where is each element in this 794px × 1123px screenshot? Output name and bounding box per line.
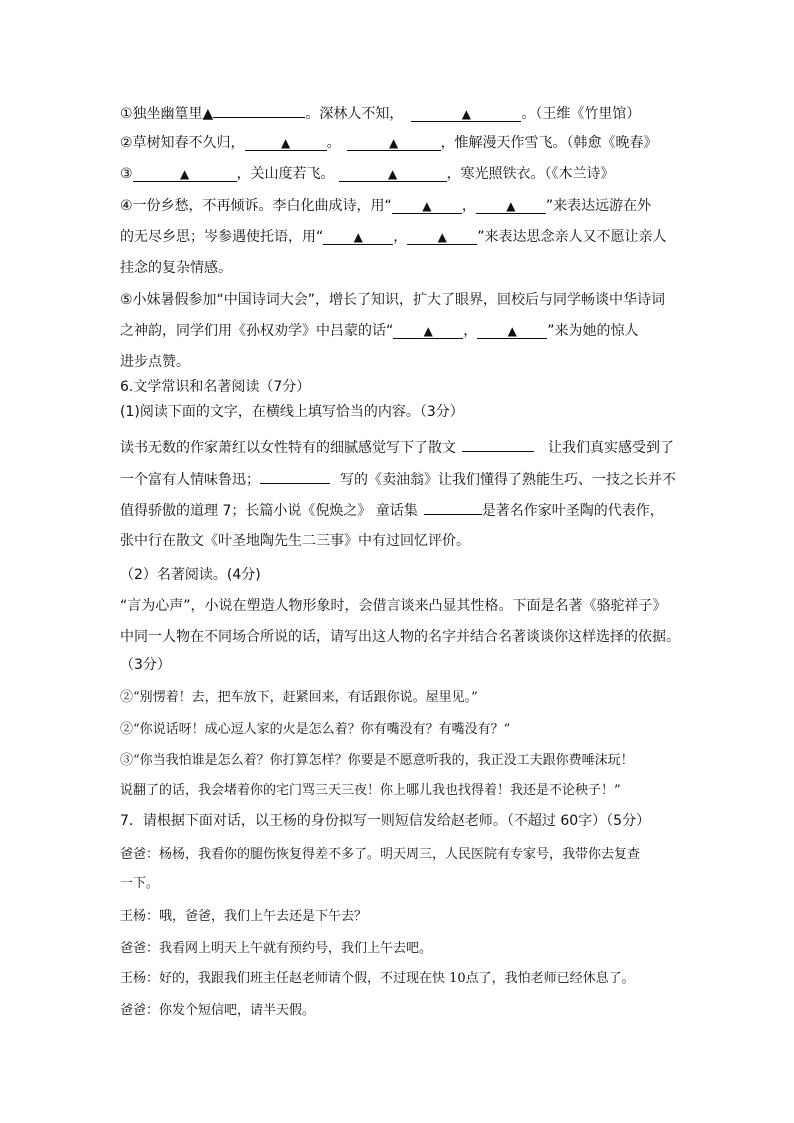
line-text: ②草树知春不久归， <box>120 135 245 151</box>
line-text: ”来表达思念亲人又不愿让亲人 <box>477 229 667 245</box>
q6-passage-line-2 <box>120 469 676 489</box>
q7-title: 7．请根据下面对话，以王杨的身份拟写一则短信发给赵老师。（不超过 60字）（5分） <box>120 813 651 829</box>
blank-marker: ▲ <box>506 199 516 213</box>
dialogue-line-3: 王杨：哦，爸爸，我们上午去还是下午去？ <box>120 909 368 924</box>
dialogue-line-2: 一下。 <box>120 876 160 891</box>
line-text: ”来为她的惊人 <box>547 323 639 339</box>
line-text: ”来表达远游在外 <box>545 198 652 214</box>
answer-blank[interactable] <box>260 469 330 484</box>
poem-line-5 <box>120 228 667 246</box>
blank-marker: ▲ <box>507 324 517 338</box>
answer-blank[interactable] <box>339 167 447 182</box>
answer-blank[interactable] <box>424 500 482 515</box>
dialogue-line-1: 爸爸：杨杨，我看你的腿伤恢复得差不多了。明天周三，人民医院有专家号，我带你去复查 <box>120 847 641 862</box>
line-text: ③ <box>120 166 133 182</box>
line-text: 读书无数的作家萧红以女性特有的细腻感觉写下了散文 <box>120 440 456 456</box>
line-text: 。深林人不知， <box>305 106 404 122</box>
answer-blank[interactable] <box>392 199 462 214</box>
poem-line-3 <box>120 165 615 183</box>
line-text: ， <box>463 323 478 339</box>
line-text: 的无尽乡思；岑参遇使托语，用“ <box>120 229 324 245</box>
line-text: ，寒光照铁衣。（《木兰诗》 <box>446 166 615 182</box>
q6-sub1: (1)阅读下面的文字，在横线上填写恰当的内容。（3分） <box>120 404 464 420</box>
line-text: ， <box>461 198 476 214</box>
line-text: ，关山度若飞。 <box>236 166 335 182</box>
dialogue-line-4: 爸爸：我看网上明天上午就有预约号，我们上午去吧。 <box>120 941 433 956</box>
poem-line-1 <box>120 103 640 123</box>
blank-marker: ▲ <box>353 230 363 244</box>
poem-line-7: ⑤小妹暑假参加“中国诗词大会”，增长了知识，扩大了眼界，回校后与同学畅谈中华诗词 <box>120 292 666 308</box>
answer-blank[interactable] <box>477 324 547 339</box>
blank-marker: ▲ <box>387 167 398 181</box>
poem-line-4 <box>120 197 651 215</box>
q6-sub2: （2）名著阅读。(4分) <box>120 567 261 583</box>
q6-passage-line-3 <box>120 500 664 520</box>
answer-blank[interactable] <box>213 103 305 118</box>
blank-marker: ▲ <box>388 136 399 150</box>
blank-marker: ▲ <box>280 136 291 150</box>
blank-marker: ▲ <box>422 199 432 213</box>
blank-marker: ▲ <box>179 167 190 181</box>
blank-marker: ▲ <box>423 324 433 338</box>
poem-line-2 <box>120 134 658 152</box>
line-text: ，惟解漫天作雪飞。（韩愈《晚春》 <box>440 135 658 151</box>
q6-question-line-2: 中同一人物在不同场合所说的话，请写出这人物的名字并结合名著谈谈你这样选择的依据。 <box>120 629 680 645</box>
quote-3-line-2: 说翻了的话，我会堵着你的宅门骂三天三夜！你上哪儿我也找得着！我还是不论秧子！” <box>120 783 621 798</box>
q6-passage-line-4: 张中行在散文《叶圣地陶先生二三事》中有过回忆评价。 <box>120 533 470 549</box>
q6-passage-line-1 <box>120 437 674 457</box>
line-text: 。（王维《竹里馆） <box>521 106 641 122</box>
q6-title: 6.文学常识和名著阅读（7分） <box>120 379 311 395</box>
quote-2: ②“你说话呀！成心逗人家的火是怎么着？你有嘴没有？有嘴没有？” <box>120 722 511 737</box>
line-text: 写的《卖油翁》让我们懂得了熟能生巧、一技之长并不 <box>340 472 676 488</box>
line-text: ①独坐幽篁里▲ <box>120 106 214 122</box>
answer-blank[interactable] <box>476 199 546 214</box>
answer-blank[interactable] <box>411 107 521 122</box>
answer-blank[interactable] <box>133 167 237 182</box>
blank-marker: ▲ <box>437 230 447 244</box>
line-text: ， <box>393 229 408 245</box>
answer-blank[interactable] <box>323 230 393 245</box>
quote-1: ②“别愣着！去，把车放下，赶紧回来，有话跟你说。屋里见。” <box>120 690 478 705</box>
answer-blank[interactable] <box>245 136 327 151</box>
line-text: 之神韵，同学们用《孙权劝学》中吕蒙的话“ <box>120 323 394 339</box>
answer-blank[interactable] <box>407 230 477 245</box>
line-text: 是著名作家叶圣陶的代表作， <box>481 503 664 519</box>
dialogue-line-5: 王杨：好的，我跟我们班主任赵老师请个假，不过现在快 10点了，我怕老师已经休息了。 <box>120 971 635 986</box>
quote-3-line-1: ③“你当我怕谁是怎么着？你打算怎样？你要是不愿意听我的，我正没工夫跟你费唾沫玩！ <box>120 753 634 768</box>
poem-line-6: 挂念的复杂情感。 <box>120 260 232 276</box>
q6-question-line-3: （3分） <box>120 657 171 673</box>
line-text: ④一份乡愁，不再倾诉。李白化曲成诗，用“ <box>120 198 392 214</box>
line-text: 一个富有人情味鲁迅； <box>120 472 260 488</box>
dialogue-line-6: 爸爸：你发个短信吧，请半天假。 <box>120 1003 316 1018</box>
q6-question-line-1: “言为心声”，小说在塑造人物形象时，会借言谈来凸显其性格。下面是名著《骆驼祥子》 <box>120 598 667 614</box>
line-text: 值得骄傲的道理 7；长篇小说《倪焕之》 童话集 <box>120 503 418 519</box>
poem-line-8 <box>120 322 639 340</box>
answer-blank[interactable] <box>393 324 463 339</box>
line-text: 让我们真实感受到了 <box>548 440 674 456</box>
answer-blank[interactable] <box>462 437 534 452</box>
answer-blank[interactable] <box>347 136 441 151</box>
line-text: 。 <box>326 135 341 151</box>
poem-line-9: 进步点赞。 <box>120 354 190 370</box>
blank-marker: ▲ <box>461 107 471 121</box>
